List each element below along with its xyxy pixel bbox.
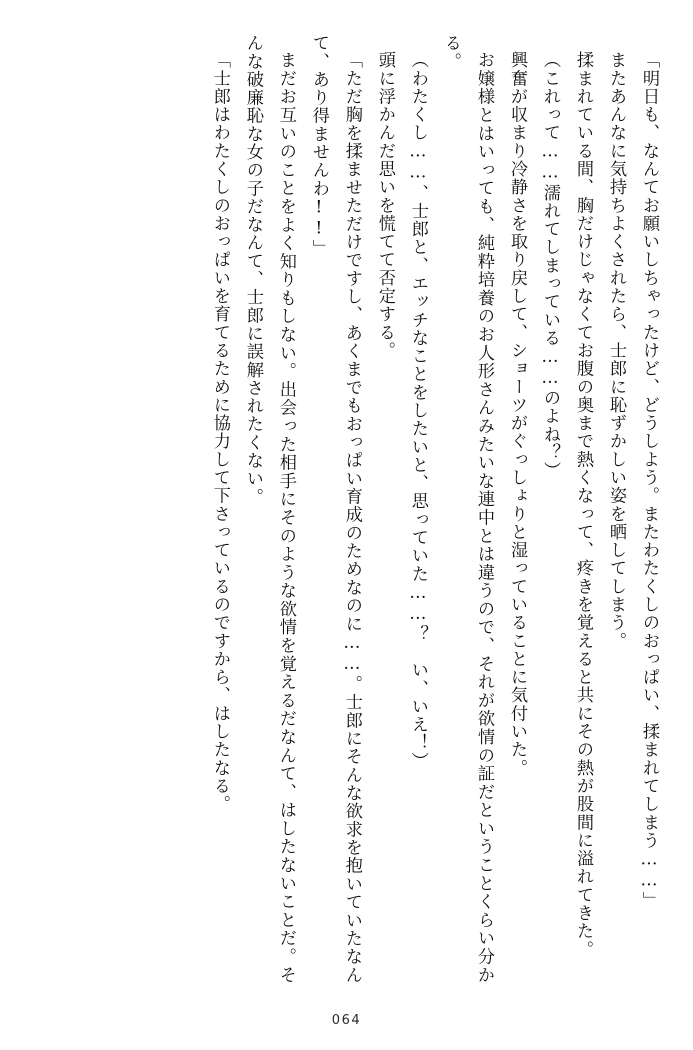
paragraph: （わたくし……、士郎と、エッチなことをしたいと、思っていた……？ い、いえ！） [407, 51, 428, 771]
paragraph: 「ただ胸を揉ませただけですし、あくまでもおっぱい育成のためなのに……。士郎にそんな欲求を抱いていたなんて、あり得ませんわ!!」 [308, 34, 362, 984]
novel-body-text [30, 34, 665, 984]
paragraph: まだお互いのことをよく知りもしない。出会った相手にそのような欲情を覚えるだなんて、はしたないことだ。そんな破廉恥な女の子だなんて、士郎に誤解されたくない。 [242, 34, 296, 984]
paragraph: 頭に浮かんだ思いを慌てて否定する。 [374, 51, 395, 360]
paragraph: またあんなに気持ちよくされたら、士郎に恥ずかしい姿を晒してしまう。 [605, 51, 626, 651]
paragraph: 興奮が収まり冷静さを取り戻して、ショーツがぐっしょりと湿っていることに気付いた。 [506, 51, 527, 778]
paragraph: 「士郎はわたくしのおっぱいを育てるために協力して下さっているのですから、はしたなる。 [209, 51, 230, 814]
paragraph: （これって……濡れてしまっている……のよね？） [539, 51, 560, 480]
paragraph: 「明日も、なんてお願いしちゃったけど、どうしよう。またわたくしのおっぱい、揉まれてしまう……」 [639, 51, 659, 910]
page-number: 064 [331, 1013, 362, 1028]
paragraph: お嬢様とはいっても、純粋培養のお人形さんみたいな連中とは違うので、それが欲情の証だということくらい分かる。 [440, 34, 494, 984]
paragraph: 揉まれている間、胸だけじゃなくてお腹の奥まで熱くなって、疼きを覚えると共にその熱が股間に溢れてきた。 [572, 51, 593, 959]
